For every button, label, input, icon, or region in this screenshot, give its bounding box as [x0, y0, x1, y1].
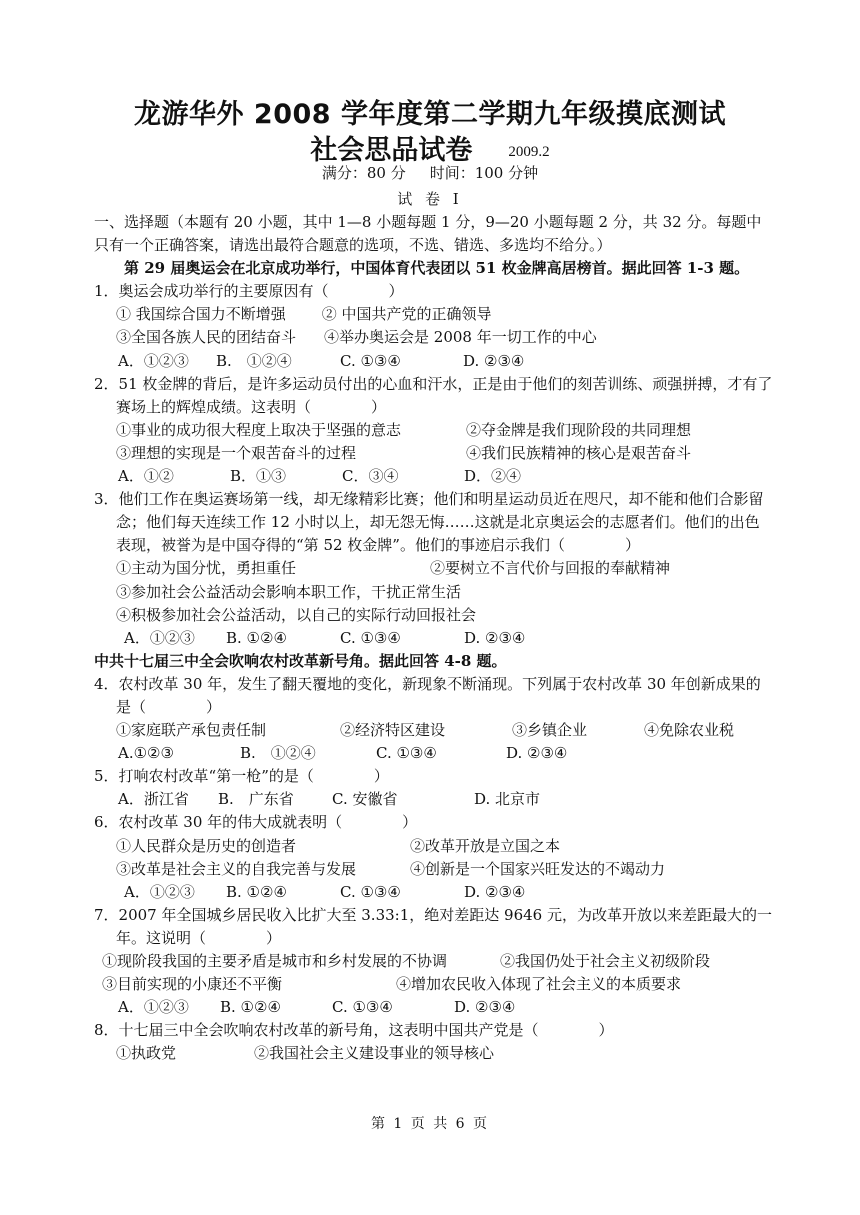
statement: ②夺金牌是我们现阶段的共同理想 [466, 420, 692, 439]
question-8-statements [94, 1042, 774, 1065]
option-a[interactable]: A．①②③ [124, 628, 195, 647]
statement: ②我国仍处于社会主义初级阶段 [500, 952, 711, 970]
option-b[interactable]: B. ①②④ [226, 882, 287, 901]
option-b[interactable]: B. ①②④ [216, 351, 292, 370]
option-c[interactable]: C. ①③④ [340, 628, 401, 647]
option-c[interactable]: C. ①③④ [332, 998, 393, 1017]
option-d[interactable]: D. ②③④ [506, 744, 568, 763]
question-3-stem: 3．他们工作在奥运赛场第一线，却无缘精彩比赛；他们和明星运动员近在咫尺，却不能和他们合影留念；他们每天连续工作 12 小时以上，却无怨无悔……这就是北京奥运会的志愿者们。他们的出色表现，被誉为是中国夺得的“第 52 枚金牌”。他们的事迹启示我们（ ） [94, 490, 764, 555]
exam-title: 龙游华外 2008 学年度第二学期九年级摸底测试 [134, 99, 726, 130]
option-c[interactable]: C. ①③④ [376, 744, 437, 763]
question-7-statements-row2 [94, 973, 774, 996]
statement: ② 中国共产党的正确领导 [321, 305, 492, 324]
option-a[interactable]: A．①②③ [118, 998, 189, 1017]
statement: ②改革开放是立国之本 [410, 836, 561, 855]
option-b[interactable]: B．①③ [230, 467, 287, 486]
option-c[interactable]: C. ①③④ [340, 882, 401, 901]
question-4-stem: 4．农村改革 30 年，发生了翻天覆地的变化，新现象不断涌现。下列属于农村改革 30 年创新成果的是（ ） [94, 674, 761, 716]
context-rural-reform: 中共十七届三中全会吹响农村改革新号角。据此回答 4-8 题。 [94, 651, 507, 670]
question-1-statements-row1 [94, 303, 774, 326]
option-a[interactable]: A．①② [118, 467, 174, 486]
statement: ①事业的成功很大程度上取决于坚强的意志 [116, 420, 402, 439]
exam-date: 2009.2 [508, 144, 550, 160]
page-number: 第 1 页 共 6 页 [370, 1116, 490, 1132]
question-3-statement-4: ④积极参加社会公益活动，以自己的实际行动回报社会 [116, 605, 477, 624]
question-4-statements [94, 719, 774, 742]
section-instructions: 一、选择题（本题有 20 小题，其中 1—8 小题每题 1 分，9—20 小题每题 2 分，共 32 分。每题中只有一个正确答案，请选出最符合题意的选项，不选、错选、多选均不给分。） [94, 213, 762, 255]
option-c[interactable]: C. ①③④ [340, 351, 401, 370]
option-c[interactable]: C. 安徽省 [332, 790, 398, 809]
statement: ④创新是一个国家兴旺发达的不竭动力 [410, 859, 666, 878]
statement: ③理想的实现是一个艰苦奋斗的过程 [116, 443, 357, 462]
statement: ① 我国综合国力不断增强 [116, 305, 286, 324]
option-d[interactable]: D．②④ [464, 467, 522, 486]
option-b[interactable]: B. ①②④ [240, 744, 316, 763]
statement: ④举办奥运会是 2008 年一切工作的中心 [324, 328, 597, 347]
option-b[interactable]: B. ①②④ [226, 628, 287, 647]
exam-time: 时间：100 分钟 [429, 164, 539, 182]
option-b[interactable]: B. 广东省 [218, 790, 294, 809]
option-d[interactable]: D. ②③④ [464, 882, 526, 901]
question-2-stem: 2．51 枚金牌的背后，是许多运动员付出的心血和汗水，正是由于他们的刻苦训练、顽强拼搏，才有了赛场上的辉煌成绩。这表明（ ） [94, 374, 773, 416]
statement: ①人民群众是历史的创造者 [116, 836, 297, 855]
option-a[interactable]: A．浙江省 [118, 790, 189, 809]
question-7-stem: 7．2007 年全国城乡居民收入比扩大至 3.33:1，绝对差距达 9646 元，为改革开放以来差距最大的一年。这说明（ ） [94, 905, 772, 947]
option-c[interactable]: C．③④ [342, 467, 399, 486]
question-6-statements-row1 [94, 835, 774, 858]
exam-meta [0, 162, 860, 183]
option-b[interactable]: B. ①②④ [220, 998, 281, 1017]
question-3-statement-3: ③参加社会公益活动会影响本职工作，干扰正常生活 [116, 582, 462, 601]
statement: ①家庭联产承包责任制 [116, 721, 267, 740]
option-d[interactable]: D. ②③④ [454, 998, 516, 1017]
question-2-options [94, 465, 774, 488]
question-1-options [94, 350, 774, 373]
option-d[interactable]: D. ②③④ [464, 628, 526, 647]
option-d[interactable]: D. 北京市 [474, 790, 541, 809]
context-olympics: 第 29 届奥运会在北京成功举行，中国体育代表团以 51 枚金牌高居榜首。据此回答 1-3 题。 [124, 259, 750, 278]
subject-title: 社会思品试卷 [310, 135, 473, 166]
statement: ①执政党 [116, 1044, 177, 1063]
question-7-options [94, 996, 774, 1019]
question-3-options [94, 627, 774, 650]
option-a[interactable]: A.①②③ [118, 744, 174, 763]
statement: ①主动为国分忧，勇担重任 [116, 559, 297, 578]
question-list [94, 211, 774, 1065]
question-2-statements-row1 [94, 419, 774, 442]
question-5-stem: 5．打响农村改革“第一枪”的是（ ） [94, 767, 389, 786]
question-6-options [94, 881, 774, 904]
option-a[interactable]: A．①②③ [118, 351, 189, 370]
full-score: 满分：80 分 [321, 164, 406, 182]
statement: ③乡镇企业 [512, 721, 588, 740]
question-1-stem: 1．奥运会成功举行的主要原因有（ ） [94, 282, 404, 301]
statement: ④我们民族精神的核心是艰苦奋斗 [466, 443, 692, 462]
question-6-statements-row2 [94, 858, 774, 881]
question-8-stem: 8．十七届三中全会吹响农村改革的新号角，这表明中国共产党是（ ） [94, 1021, 614, 1040]
question-2-statements-row2 [94, 442, 774, 465]
statement: ②经济特区建设 [340, 721, 446, 740]
statement: ②要树立不言代价与回报的奉献精神 [430, 559, 671, 578]
statement: ③目前实现的小康还不平衡 [102, 975, 283, 994]
statement: ③改革是社会主义的自我完善与发展 [116, 859, 357, 878]
option-a[interactable]: A．①②③ [124, 882, 195, 901]
question-6-stem: 6．农村改革 30 年的伟大成就表明（ ） [94, 813, 418, 832]
question-1-statements-row2 [94, 326, 774, 349]
statement: ③全国各族人民的团结奋斗 [116, 328, 297, 347]
question-5-options [94, 788, 774, 811]
statement: ④免除农业税 [644, 721, 735, 740]
question-4-options [94, 742, 774, 765]
statement: ①现阶段我国的主要矛盾是城市和乡村发展的不协调 [102, 952, 448, 970]
paper-label: 试 卷 Ⅰ [397, 190, 463, 208]
statement: ④增加农民收入体现了社会主义的本质要求 [396, 975, 682, 994]
option-d[interactable]: D. ②③④ [463, 351, 525, 370]
statement: ②我国社会主义建设事业的领导核心 [254, 1044, 495, 1063]
question-7-statements-row1 [94, 950, 774, 973]
question-3-statements-row1 [94, 557, 774, 580]
